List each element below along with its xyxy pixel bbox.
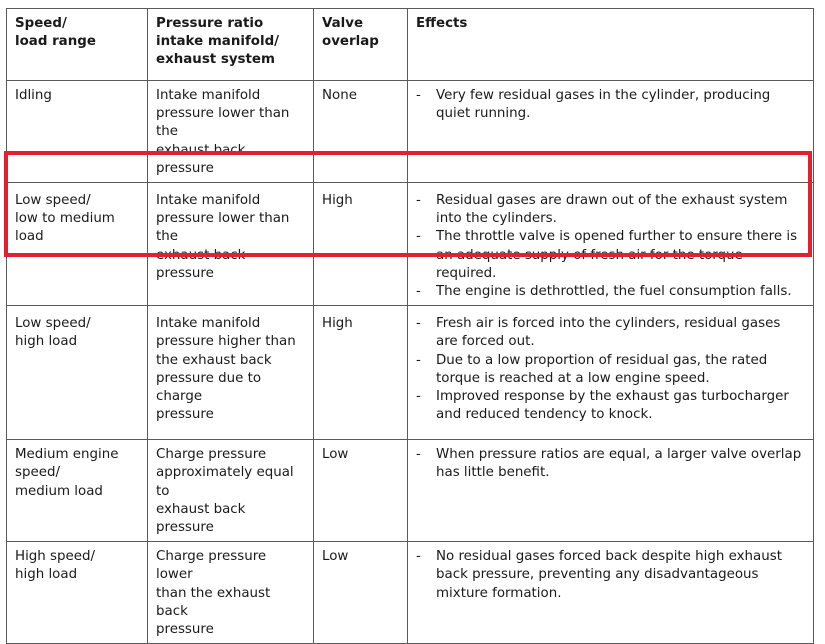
header-valve-overlap: Valve overlap: [314, 9, 408, 81]
cell-speed-load-range: Medium engine speed/ medium load: [7, 440, 148, 542]
cell-effects: [408, 183, 814, 306]
cell-speed-load-range: Low speed/ high load: [7, 306, 148, 440]
cell-effects: [408, 306, 814, 440]
effects-list-item: [414, 352, 805, 388]
table-row: [7, 81, 814, 183]
bullet-dash: -: [416, 284, 421, 300]
document-page: [6, 8, 813, 644]
cell-valve-overlap: Low: [314, 440, 408, 542]
effects-list: [414, 315, 805, 424]
effect-text: No residual gases forced back despite high exhaust back pressure, preventing any disadvantageous mixture formation.: [436, 549, 782, 601]
cell-valve-overlap: High: [314, 183, 408, 306]
effects-list: [414, 192, 805, 301]
effect-text: The engine is dethrottled, the fuel consumption falls.: [436, 284, 792, 300]
bullet-dash: -: [416, 389, 421, 405]
effect-text: Fresh air is forced into the cylinders, residual gases are forced out.: [436, 316, 781, 350]
effects-list: [414, 446, 805, 482]
cell-pressure-ratio: Charge pressure approximately equal to exhaust back pressure: [148, 440, 314, 542]
bullet-dash: -: [416, 352, 421, 368]
header-speed-load-range: Speed/ load range: [7, 9, 148, 81]
bullet-dash: -: [416, 88, 421, 103]
effects-list: [414, 87, 805, 123]
header-pressure-ratio: Pressure ratio intake manifold/ exhaust system: [148, 9, 314, 81]
effect-text: Very few residual gases in the cylinder, producing quiet running.: [436, 88, 771, 122]
effect-text: Residual gases are drawn out of the exhaust system into the cylinders.: [436, 193, 788, 227]
cell-effects: [408, 81, 814, 183]
cell-speed-load-range: Low speed/ low to medium load: [7, 183, 148, 306]
effects-list-item: [414, 446, 805, 482]
cell-effects: [408, 542, 814, 644]
header-effects: Effects: [408, 9, 814, 81]
bullet-dash: -: [416, 316, 421, 332]
effect-text: The throttle valve is opened further to ensure there is an adequate supply of fresh air for the torque required.: [436, 229, 798, 281]
bullet-dash: -: [416, 447, 421, 463]
effects-list-item: [414, 87, 805, 123]
cell-speed-load-range: Idling: [7, 81, 148, 183]
bullet-dash: -: [416, 193, 421, 209]
effects-list-item: [414, 228, 805, 283]
table-row: [7, 440, 814, 542]
cell-pressure-ratio: Intake manifold pressure higher than the exhaust back pressure due to charge pressure: [148, 306, 314, 440]
valve-overlap-table: [6, 8, 814, 644]
effects-list: [414, 548, 805, 603]
cell-pressure-ratio: Charge pressure lower than the exhaust back pressure: [148, 542, 314, 644]
cell-speed-load-range: High speed/ high load: [7, 542, 148, 644]
table-row: [7, 542, 814, 644]
cell-valve-overlap: High: [314, 306, 408, 440]
cell-pressure-ratio: Intake manifold pressure lower than the exhaust back pressure: [148, 81, 314, 183]
effects-list-item: [414, 315, 805, 351]
bullet-dash: -: [416, 229, 421, 245]
effects-list-item: [414, 192, 805, 228]
cell-pressure-ratio: Intake manifold pressure lower than the exhaust back pressure: [148, 183, 314, 306]
effect-text: Due to a low proportion of residual gas, the rated torque is reached at a low engine speed.: [436, 352, 768, 386]
effect-text: When pressure ratios are equal, a larger valve overlap has little benefit.: [436, 447, 802, 481]
effects-list-item: [414, 388, 805, 424]
cell-valve-overlap: None: [314, 81, 408, 183]
cell-valve-overlap: Low: [314, 542, 408, 644]
table-row: [7, 306, 814, 440]
table-row: [7, 183, 814, 306]
bullet-dash: -: [416, 549, 421, 565]
table-header-row: [7, 9, 814, 81]
effect-text: Improved response by the exhaust gas turbocharger and reduced tendency to knock.: [436, 389, 789, 423]
effects-list-item: [414, 548, 805, 603]
effects-list-item: [414, 283, 805, 301]
cell-effects: [408, 440, 814, 542]
